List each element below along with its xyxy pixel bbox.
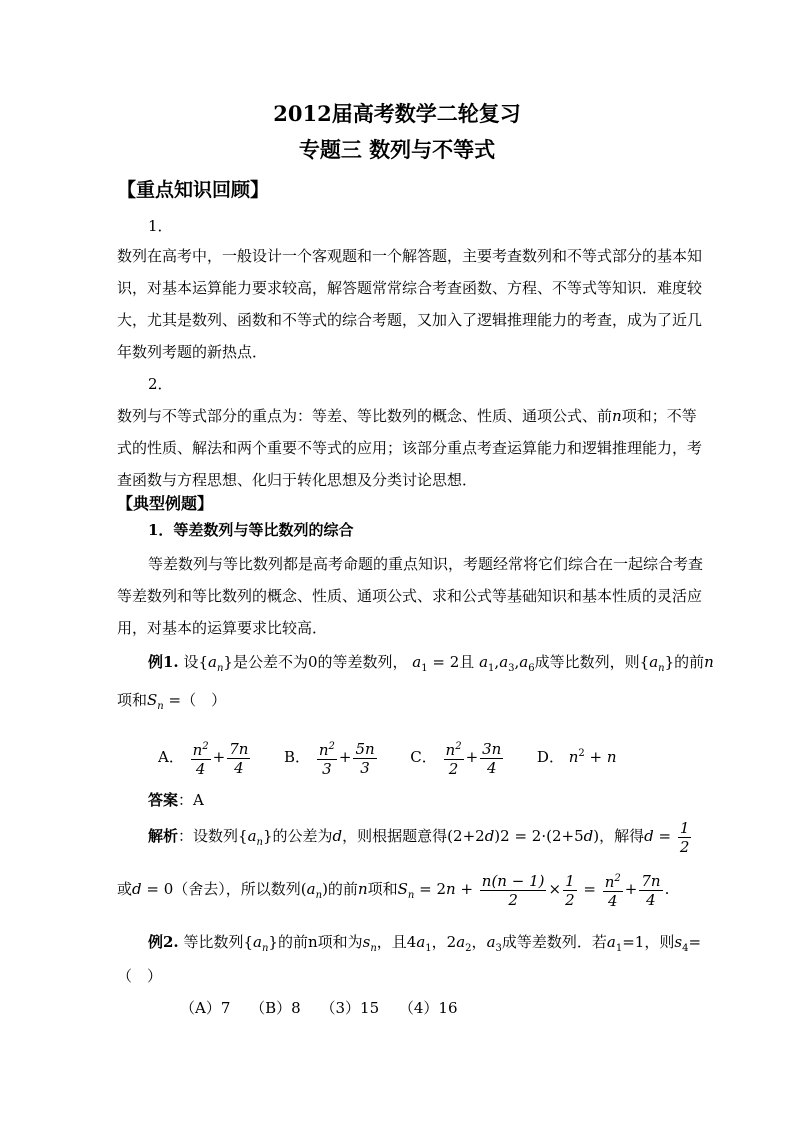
paragraph-line: 查函数与方程思想、化归于转化思想及分类讨论思想．	[117, 471, 478, 489]
option-label: D．	[536, 748, 564, 766]
text-segment: =	[688, 933, 702, 951]
topic-heading: 1．等差数列与等比数列的综合	[148, 521, 354, 539]
text-segment: 成等比数列，则	[534, 653, 640, 671]
text-segment: 且	[459, 653, 475, 671]
answer-label: 答案	[148, 791, 179, 809]
option-label: C．	[410, 748, 437, 766]
text-segment: 的前	[674, 653, 705, 671]
text-segment: 的前	[327, 880, 358, 898]
paragraph-line: 等差数列和等比数列的概念、性质、通项公式、求和公式等基础知识和基本性质的灵活应	[117, 587, 703, 605]
text-segment: 数列与不等式部分的重点为：等差、等比数列的概念、性质、通项公式、前	[117, 407, 613, 425]
text-segment: ，则根据题意得	[342, 827, 448, 845]
option-label: B．	[284, 748, 311, 766]
example-2-options: （A）7 （B）8 （3）15 （4）16	[180, 999, 458, 1017]
solution-label: 解析	[148, 827, 179, 845]
paragraph-line: 等差数列与等比数列都是高考命题的重点知识，考题经常将它们综合在一起综合考查	[148, 555, 704, 573]
example-1-answer	[148, 790, 204, 810]
text-segment: 设	[183, 653, 199, 671]
text-segment: 等比数列	[183, 933, 244, 951]
text-segment: 的前n项和为	[277, 933, 363, 951]
paragraph-line: 用，对基本的运算要求比较高．	[117, 619, 328, 637]
text-segment: ，解得	[599, 827, 645, 845]
paragraph-line: 识，对基本运算能力要求较高，解答题常常综合考查函数、方程、不等式等知识．难度较	[117, 279, 703, 297]
example-1-question: 例1. 设$\{a_n\}$是公差不为0的等差数列， $a_1 = 2$且 $a_1,a_3,a_6$成等比数列，则$\{a_n\}$的前n	[148, 653, 714, 674]
example-2-question: 例2. 等比数列$\{a_n\}$的前n项和为$s_n$，且$4a_1$，$2a_2$，$a_3$成等差数列．若$a_1=1$，则$s_4=$	[148, 933, 702, 954]
text-segment: ，2	[431, 933, 457, 951]
example-label: 例2.	[148, 933, 179, 951]
section-heading-review: 【重点知识回顾】	[117, 179, 270, 201]
text-segment: 项和；不等	[621, 407, 697, 425]
text-segment: 是公差不为0的等差数列，	[232, 653, 408, 671]
item-number: 2．	[148, 375, 173, 393]
text-segment: =1，则	[622, 933, 675, 951]
example-label: 例1.	[148, 653, 179, 671]
text-segment: 项和	[117, 691, 148, 709]
paragraph-line: 数列在高考中，一般设计一个客观题和一个解答题，主要考查数列和不等式部分的基本知	[117, 247, 703, 265]
text-segment: ：设数列	[178, 827, 239, 845]
document-title: 2012届高考数学二轮复习	[273, 101, 521, 126]
text-segment: ，且4	[376, 933, 417, 951]
text-segment: （舍去），所以数列	[173, 880, 301, 898]
option-label: A．	[158, 748, 184, 766]
example-2-paren: （ ）	[117, 967, 163, 985]
text-segment: （ ）	[181, 691, 227, 709]
text-segment: 项和	[367, 880, 398, 898]
paragraph-line: 年数列考题的新热点．	[117, 343, 268, 361]
example-1-solution: 解析：设数列$\{a_n\}$的公差为d，则根据题意得(2+2d)2 = 2·(2+5d)，解得d = $\frac{1}{2}$	[148, 818, 690, 856]
section-heading-examples: 【典型例题】	[117, 494, 214, 513]
text-segment: 或	[117, 880, 133, 898]
example-1-options: A． $\frac{n^2}{4}$ + $\frac{7n}{4}$ B． $\frac{n^2}{3}$ + $\frac{5n}{3}$ C． $\frac{n^2}{2}$ + $\frac{3n}{4}$ D． $n^2 + n$	[158, 739, 617, 778]
answer-value: ：A	[178, 791, 204, 809]
text-segment: 成等差数列．若	[501, 933, 607, 951]
paragraph-line: 式的性质、解法和两个重要不等式的应用；该部分重点考查运算能力和逻辑推理能力，考	[117, 439, 703, 457]
example-1-solution-cont: 或d = 0（舍去），所以数列$(a_n)$的前n项和$S_n = 2n$ + $\frac{n(n - 1)}{2}$ × $\frac{1}{2}$ = $\frac{n^2}{4}$ + $\frac{7n}{4}$ .	[117, 871, 670, 910]
text-segment: ，	[471, 933, 487, 951]
document-subtitle: 专题三 数列与不等式	[298, 137, 496, 162]
paragraph-line: 数列与不等式部分的重点为：等差、等比数列的概念、性质、通项公式、前n项和；不等	[117, 407, 697, 425]
example-1-question-cont: 项和$S_n$ =（ ）	[117, 691, 227, 712]
item-number: 1．	[148, 217, 173, 235]
paragraph-line: 大，尤其是数列、函数和不等式的综合考题，又加入了逻辑推理能力的考查，成为了近几	[117, 311, 703, 329]
text-segment: 的公差为	[272, 827, 333, 845]
